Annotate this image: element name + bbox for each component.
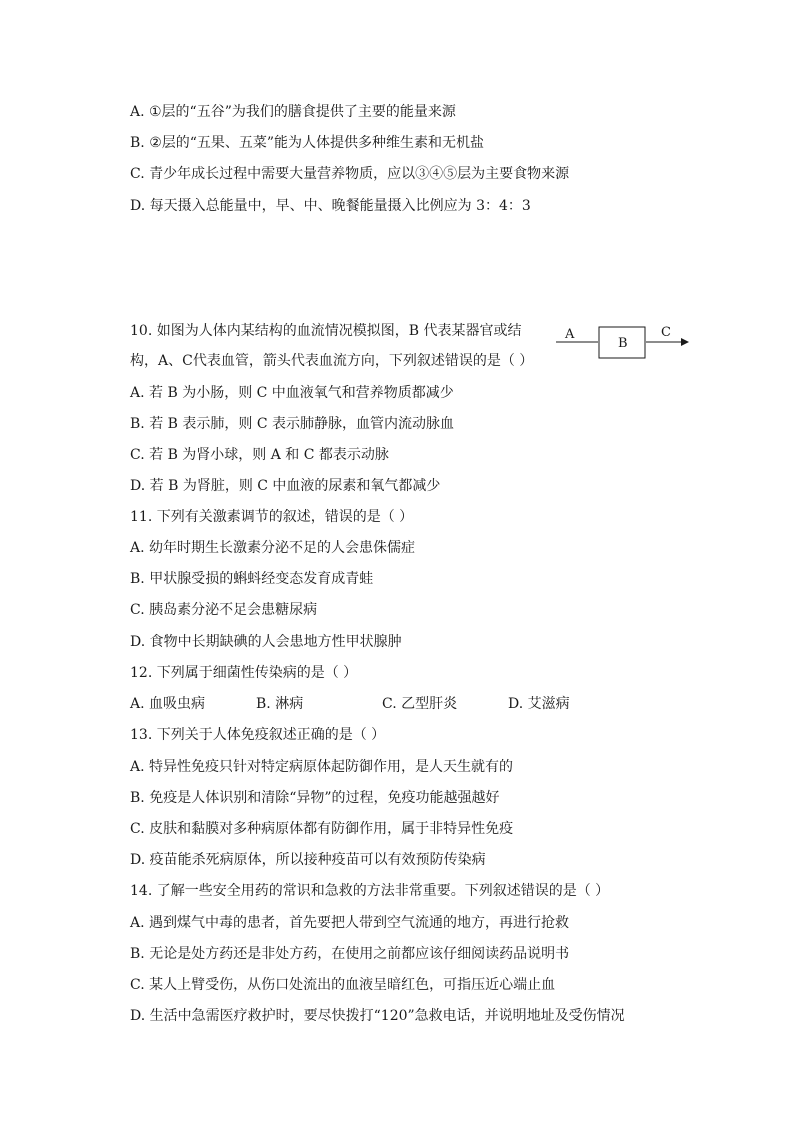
q14-option-d: D. 生活中急需医疗救护时，要尽快拨打“120”急救电话，并说明地址及受伤情况	[130, 1008, 625, 1024]
q12-options-row	[130, 695, 570, 713]
q13-option-b: B. 免疫是人体识别和清除“异物”的过程，免疫功能越强越好	[130, 790, 500, 806]
q13-option-d: D. 疫苗能杀死病原体，所以接种疫苗可以有效预防传染病	[130, 852, 486, 868]
q9-option-b: B. ②层的“五果、五菜”能为人体提供多种维生素和无机盐	[130, 135, 485, 151]
q12-option-a: A. 血吸虫病	[130, 696, 206, 712]
q12-stem: 12. 下列属于细菌性传染病的是（ ）	[130, 665, 358, 681]
q14-option-c: C. 某人上臂受伤，从伤口处流出的血液呈暗红色，可指压近心端止血	[130, 977, 556, 993]
q11-option-d: D. 食物中长期缺碘的人会患地方性甲状腺肿	[130, 634, 402, 650]
blood-flow-diagram	[556, 318, 696, 368]
label-c: C	[661, 325, 671, 340]
q12-option-c: C. 乙型肝炎	[382, 696, 458, 712]
q12-option-b: B. 淋病	[256, 696, 304, 712]
q9-option-d: D. 每天摄入总能量中，早、中、晚餐能量摄入比例应为 3：4：3	[130, 198, 531, 214]
q9-option-c: C. 青少年成长过程中需要大量营养物质，应以③④⑤层为主要食物来源	[130, 166, 570, 182]
q13-option-a: A. 特异性免疫只针对特定病原体起防御作用，是人天生就有的	[130, 759, 514, 775]
q12-option-d: D. 艾滋病	[508, 696, 570, 712]
q14-stem: 14. 了解一些安全用药的常识和急救的方法非常重要。下列叙述错误的是（ ）	[130, 883, 610, 899]
label-a: A	[565, 327, 575, 342]
q10-stem-line1: 10. 如图为人体内某结构的血流情况模拟图，B 代表某器官或结	[130, 323, 522, 339]
blood-flow-svg	[556, 318, 696, 368]
q14-option-b: B. 无论是处方药还是非处方药，在使用之前都应该仔细阅读药品说明书	[130, 946, 570, 962]
q11-option-a: A. 幼年时期生长激素分泌不足的人会患侏儒症	[130, 540, 416, 556]
q11-option-b: B. 甲状腺受损的蝌蚪经变态发育成青蛙	[130, 571, 374, 587]
q10-option-b: B. 若 B 表示肺，则 C 表示肺静脉，血管内流动脉血	[130, 416, 454, 432]
q10-option-d: D. 若 B 为肾脏，则 C 中血液的尿素和氧气都减少	[130, 478, 441, 494]
q10-option-a: A. 若 B 为小肠，则 C 中血液氧气和营养物质都减少	[130, 385, 454, 401]
q10-stem-line2: 构，A、C代表血管，箭头代表血流方向，下列叙述错误的是（ ）	[130, 353, 534, 369]
q13-option-c: C. 皮肤和黏膜对多种病原体都有防御作用，属于非特异性免疫	[130, 821, 514, 837]
q10-option-c: C. 若 B 为肾小球，则 A 和 C 都表示动脉	[130, 447, 389, 463]
q9-option-a: A. ①层的“五谷”为我们的膳食提供了主要的能量来源	[130, 104, 456, 120]
label-b: B	[618, 336, 628, 351]
q11-option-c: C. 胰岛素分泌不足会患糖尿病	[130, 602, 318, 618]
q11-stem: 11. 下列有关激素调节的叙述，错误的是（ ）	[130, 509, 414, 525]
q14-option-a: A. 遇到煤气中毒的患者，首先要把人带到空气流通的地方，再进行抢救	[130, 915, 570, 931]
q13-stem: 13. 下列关于人体免疫叙述正确的是（ ）	[130, 727, 386, 743]
